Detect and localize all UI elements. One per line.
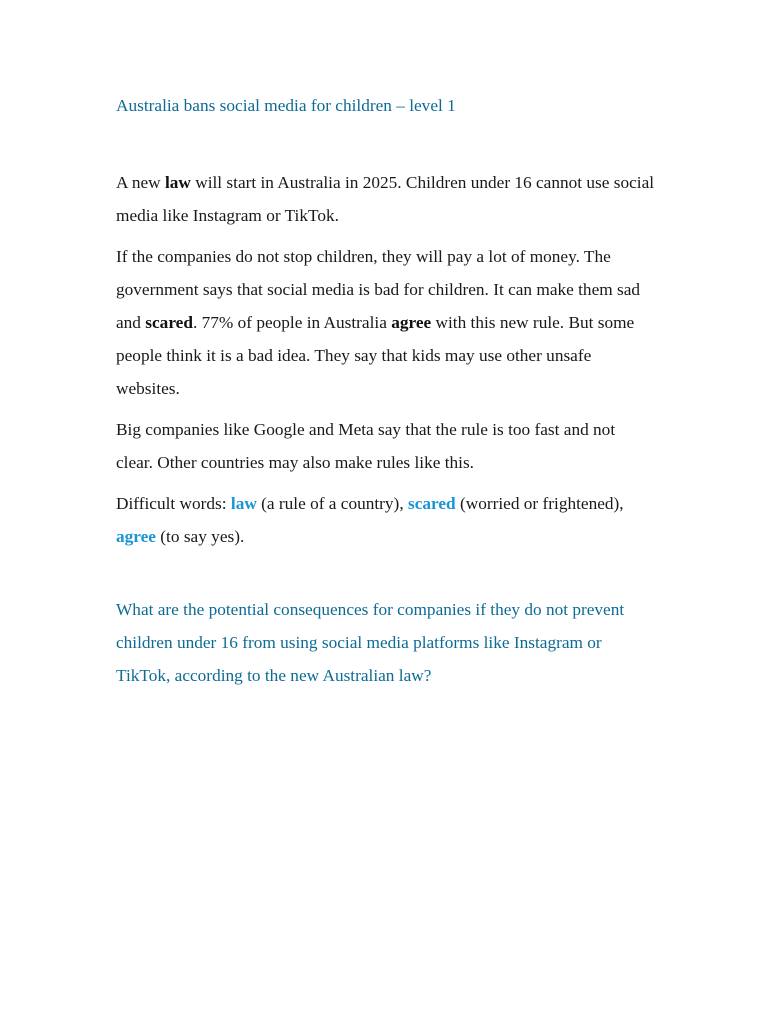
difficult-words [116, 487, 656, 553]
document-page [116, 94, 656, 692]
article-title: Australia bans social media for children – level 1 [116, 96, 456, 115]
text-run: . 77% of people in Australia [192, 313, 392, 332]
text-run: will start in Australia in 2025. Children under 16 cannot use social media like Instagram or TikTok. [116, 173, 655, 225]
paragraph-1 [116, 166, 656, 232]
difficult-word-law: law [230, 494, 257, 513]
difficult-word-scared: scared [407, 494, 456, 513]
paragraph-3 [116, 413, 656, 479]
definition-agree: (to say yes). [155, 527, 245, 546]
text-run: A new [116, 173, 165, 192]
definition-law: (a rule of a country), [256, 494, 408, 513]
text-run: Big companies like Google and Meta say that the rule is too fast and not clear. Other countries may also make rules like this. [116, 420, 616, 472]
comprehension-question: What are the potential consequences for companies if they do not prevent children under 16 from using social media platforms like Instagram or TikTok, according to the new Australian law? [116, 600, 625, 685]
keyword-scared: scared [145, 313, 193, 332]
difficult-words-label: Difficult words: [116, 494, 231, 513]
text-run: If the companies do not stop children, they will pay a lot of money. The government says that social media is bad for children. It can make them sad and [116, 247, 641, 332]
definition-scared: (worried or frightened), [455, 494, 624, 513]
keyword-law: law [164, 173, 191, 192]
difficult-word-agree: agree [116, 527, 156, 546]
text-run: with this new rule. But some people think it is a bad idea. They say that kids may use other unsafe websites. [116, 313, 635, 398]
paragraph-2 [116, 240, 656, 405]
keyword-agree: agree [391, 313, 432, 332]
